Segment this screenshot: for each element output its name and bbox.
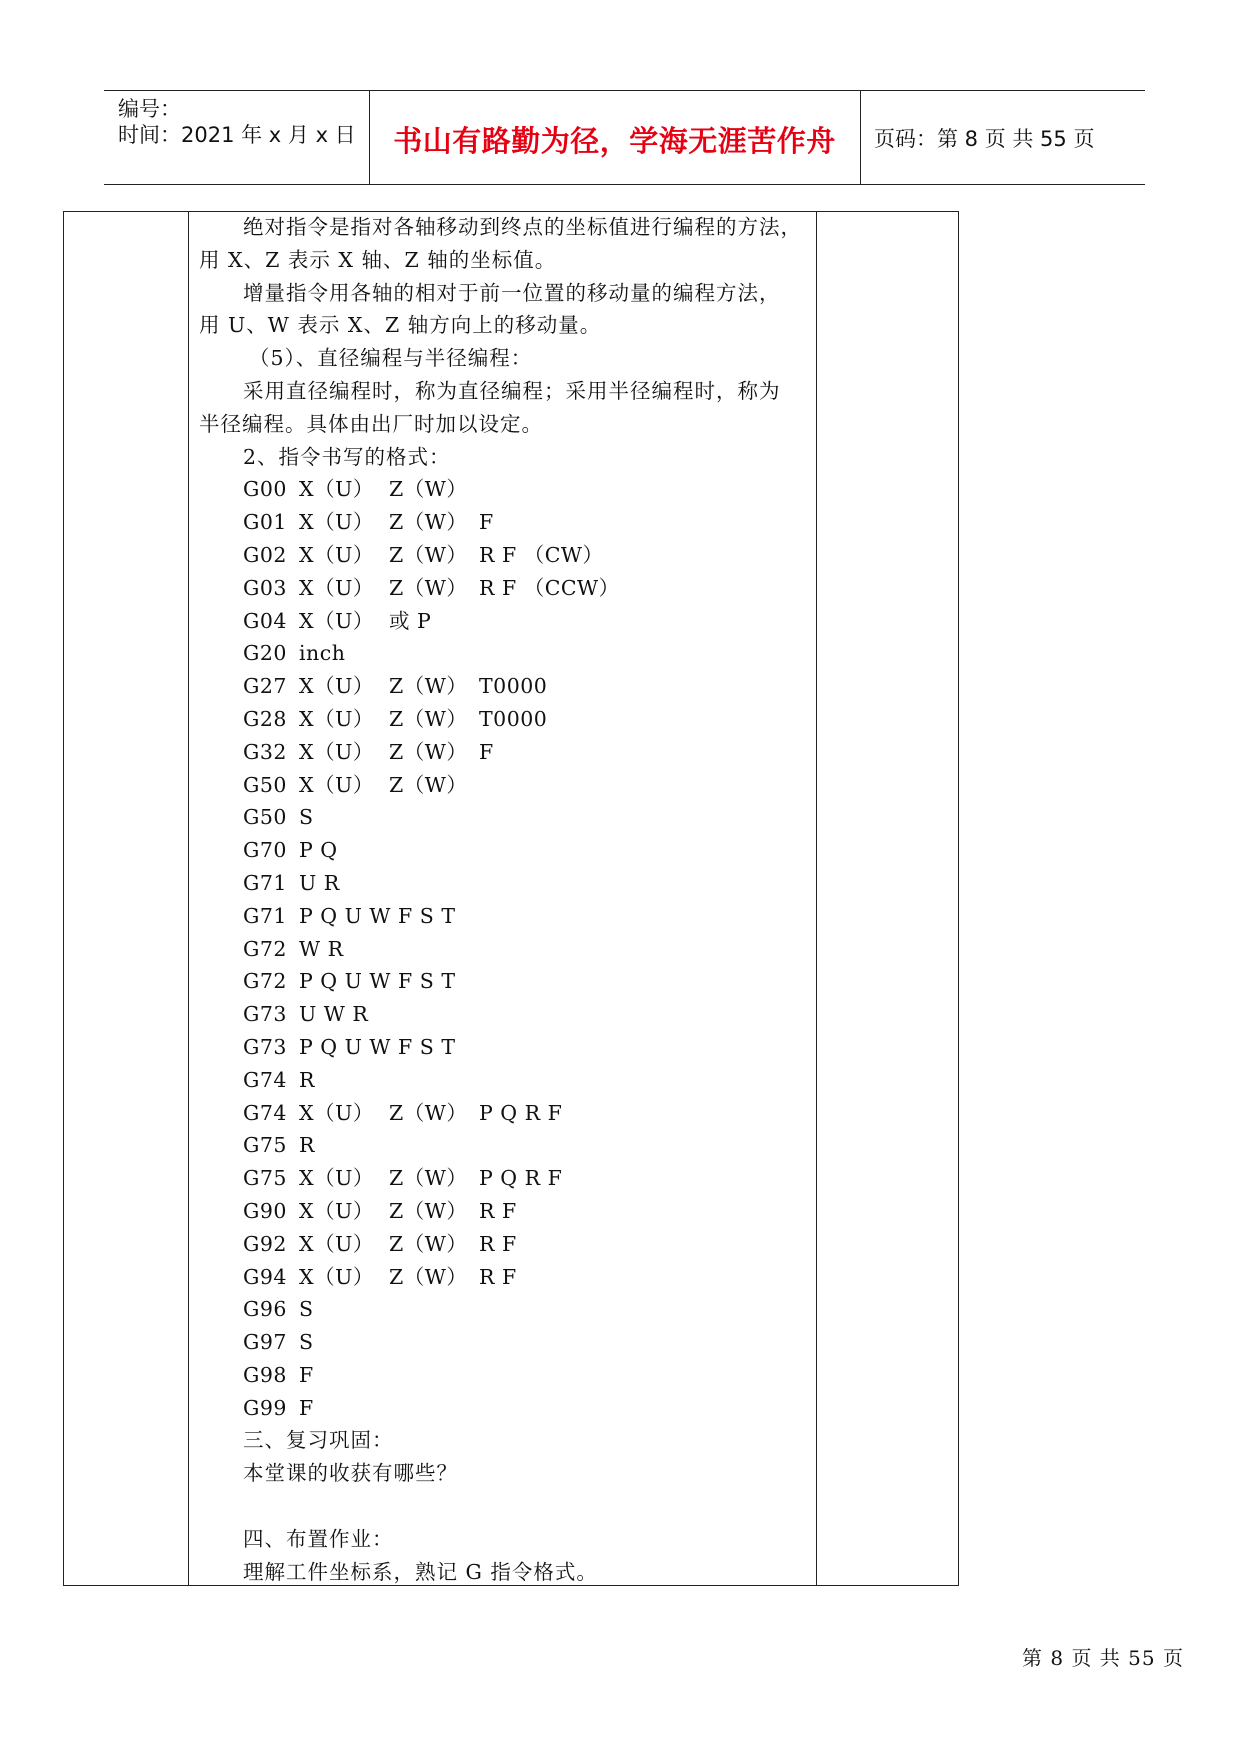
g-code: G70: [243, 838, 287, 863]
g-code: G75: [243, 1166, 287, 1191]
g-code-row: [199, 769, 809, 802]
g-code-args: P Q R F: [479, 1166, 563, 1191]
g-code: G94: [243, 1264, 287, 1289]
g-code-args: F: [299, 1395, 314, 1420]
review-question: 本堂课的收获有哪些？: [243, 1461, 458, 1486]
g-code-row: [199, 1097, 809, 1130]
g-code-row: [199, 473, 809, 506]
g-code-args: X（U）: [299, 542, 374, 567]
g-code: G90: [243, 1198, 287, 1223]
g-code: G74: [243, 1067, 287, 1092]
g-code-args: inch: [299, 641, 346, 666]
g-code-row: [199, 1129, 809, 1162]
g-code-args: S: [299, 1297, 314, 1322]
g-code: G73: [243, 1034, 287, 1059]
g-code-args: X（U）: [299, 1231, 374, 1256]
g-code-row: [199, 605, 809, 638]
blank-line: [199, 1490, 809, 1523]
g-code: G28: [243, 706, 287, 731]
g-code-args: P Q U W F S T: [299, 903, 456, 928]
g-code-args: Z（W）: [389, 1264, 468, 1289]
paragraph-line: 绝对指令是指对各轴移动到终点的坐标值进行编程的方法，: [243, 215, 802, 239]
g-code-args: 或 P: [389, 608, 432, 633]
header-motto: 书山有路勤为径，学海无涯苦作舟: [393, 124, 836, 158]
g-code-row: [199, 933, 809, 966]
g-code-args: R: [299, 1133, 315, 1158]
g-code-args: X（U）: [299, 706, 374, 731]
g-code-args: X（U）: [299, 1100, 374, 1125]
g-code-args: Z（W）: [389, 674, 468, 699]
g-code-args: Z（W）: [389, 477, 468, 502]
g-code: G00: [243, 477, 287, 502]
g-code-row: [199, 1293, 809, 1326]
g-code: G03: [243, 575, 287, 600]
g-code-row: [199, 834, 809, 867]
g-code: G71: [243, 903, 287, 928]
g-code-args: R: [299, 1067, 315, 1092]
g-code-args: Z（W）: [389, 1231, 468, 1256]
g-code-args: F: [479, 510, 494, 535]
section-subheading: （5）、直径编程与半径编程：: [249, 346, 533, 371]
g-code: G71: [243, 870, 287, 895]
g-code-args: R F: [479, 1231, 517, 1256]
g-code-args: X（U）: [299, 1166, 374, 1191]
g-code-list: [199, 473, 809, 1424]
g-code-args: X（U）: [299, 477, 374, 502]
g-code-row: [199, 703, 809, 736]
g-code-row: [199, 1162, 809, 1195]
homework-heading: 四、布置作业：: [243, 1526, 394, 1551]
g-code-args: X（U）: [299, 510, 374, 535]
g-code-args: R F: [479, 1198, 517, 1223]
g-code-args: Z（W）: [389, 575, 468, 600]
g-code: G75: [243, 1133, 287, 1158]
g-code: G96: [243, 1297, 287, 1322]
section-heading: 2、指令书写的格式：: [243, 444, 451, 469]
g-code: G72: [243, 936, 287, 961]
g-code-args: X（U）: [299, 575, 374, 600]
g-code-args: Z（W）: [389, 772, 468, 797]
g-code: G02: [243, 542, 287, 567]
g-code-args: X（U）: [299, 608, 374, 633]
g-code-args: X（U）: [299, 772, 374, 797]
g-code-row: [199, 1359, 809, 1392]
g-code-args: X（U）: [299, 739, 374, 764]
g-code: G72: [243, 969, 287, 994]
g-code-args: S: [299, 805, 314, 830]
header-page-info: 页码：第 8 页 共 55 页: [874, 127, 1095, 151]
paragraph-line: 半径编程。具体由出厂时加以设定。: [199, 411, 543, 436]
paragraph-line: 采用直径编程时，称为直径编程；采用半径编程时，称为: [243, 378, 781, 403]
g-code: G97: [243, 1330, 287, 1355]
g-code-row: [199, 1195, 809, 1228]
g-code-row: [199, 1228, 809, 1261]
g-code-row: [199, 998, 809, 1031]
table-column-divider: [188, 212, 189, 1585]
g-code: G01: [243, 510, 287, 535]
g-code: G32: [243, 739, 287, 764]
table-column-divider: [816, 212, 817, 1585]
g-code-args: Z（W）: [389, 706, 468, 731]
g-code-args: R F （CW）: [479, 542, 604, 567]
g-code-args: T0000: [479, 706, 548, 731]
g-code-args: Z（W）: [389, 1100, 468, 1125]
g-code-args: R F: [479, 1264, 517, 1289]
g-code-args: F: [299, 1362, 314, 1387]
g-code: G50: [243, 805, 287, 830]
g-code-row: [199, 1261, 809, 1294]
g-code-args: S: [299, 1330, 314, 1355]
g-code-row: [199, 1326, 809, 1359]
g-code: G50: [243, 772, 287, 797]
g-code-args: T0000: [479, 674, 548, 699]
g-code-row: [199, 867, 809, 900]
g-code-args: Z（W）: [389, 542, 468, 567]
g-code: G27: [243, 674, 287, 699]
g-code-args: X（U）: [299, 674, 374, 699]
g-code-row: [199, 572, 809, 605]
homework-text: 理解工件坐标系，熟记 G 指令格式。: [243, 1559, 598, 1584]
g-code: G98: [243, 1362, 287, 1387]
g-code: G73: [243, 1002, 287, 1027]
g-code-args: W R: [299, 936, 344, 961]
g-code-args: F: [479, 739, 494, 764]
number-label: 编号：: [118, 97, 181, 121]
g-code-args: U W R: [299, 1002, 369, 1027]
time-label: 时间：2021 年 x 月 x 日: [118, 123, 356, 147]
paragraph-line: 用 X、Z 表示 X 轴、Z 轴的坐标值。: [199, 247, 557, 272]
page-header: [104, 90, 1145, 185]
g-code-row: [199, 539, 809, 572]
g-code: G92: [243, 1231, 287, 1256]
g-code: G20: [243, 641, 287, 666]
g-code-args: Z（W）: [389, 739, 468, 764]
g-code-args: X（U）: [299, 1198, 374, 1223]
g-code-row: [199, 670, 809, 703]
g-code-args: Z（W）: [389, 510, 468, 535]
g-code-row: [199, 506, 809, 539]
g-code-row: [199, 965, 809, 998]
g-code-args: P Q U W F S T: [299, 1034, 456, 1059]
g-code-row: [199, 801, 809, 834]
g-code-args: U R: [299, 870, 340, 895]
g-code-args: Z（W）: [389, 1166, 468, 1191]
header-divider: [860, 91, 861, 184]
paragraph-line: 用 U、W 表示 X、Z 轴方向上的移动量。: [199, 313, 602, 338]
g-code-row: [199, 900, 809, 933]
g-code: G99: [243, 1395, 287, 1420]
g-code-args: P Q R F: [479, 1100, 563, 1125]
g-code-args: R F （CCW）: [479, 575, 620, 600]
g-code-row: [199, 736, 809, 769]
g-code-row: [199, 1064, 809, 1097]
g-code-row: [199, 1392, 809, 1425]
g-code-row: [199, 1031, 809, 1064]
g-code-args: X（U）: [299, 1264, 374, 1289]
g-code-args: P Q: [299, 838, 338, 863]
g-code-row: [199, 637, 809, 670]
review-heading: 三、复习巩固：: [243, 1428, 394, 1453]
paragraph-line: 增量指令用各轴的相对于前一位置的移动量的编程方法，: [243, 280, 781, 305]
g-code-args: P Q U W F S T: [299, 969, 456, 994]
g-code: G04: [243, 608, 287, 633]
page-footer: 第 8 页 共 55 页: [1022, 1646, 1184, 1670]
lesson-content: [199, 211, 809, 1588]
g-code: G74: [243, 1100, 287, 1125]
g-code-args: Z（W）: [389, 1198, 468, 1223]
